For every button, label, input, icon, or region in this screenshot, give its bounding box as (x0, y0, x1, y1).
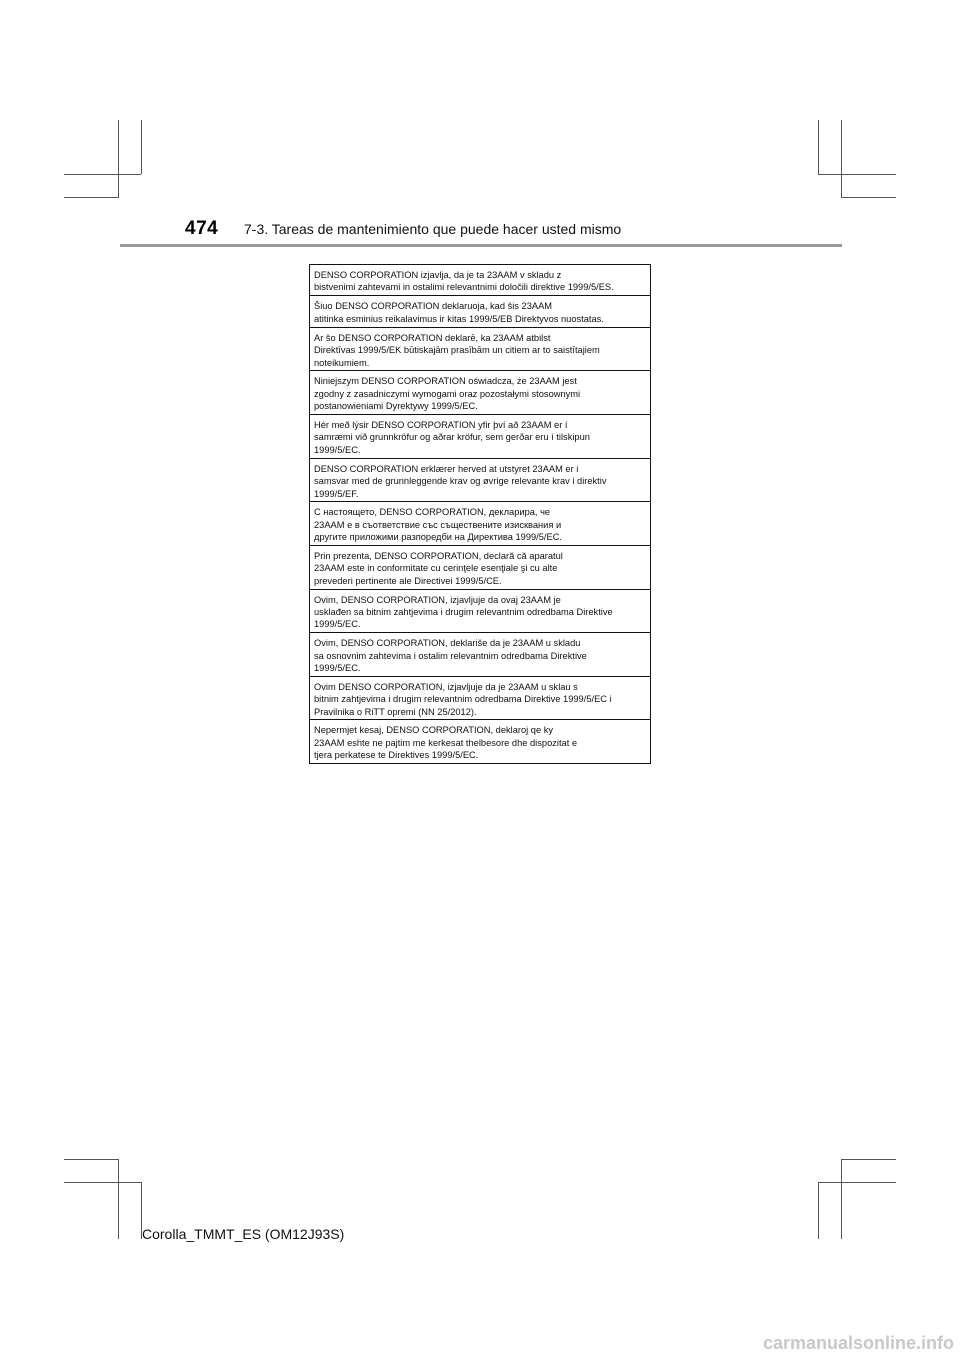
declaration-bosnian: Ovim, DENSO CORPORATION, izjavljuje da ovaj 23AAM je usklađen sa bitnim zahtjevima i drugim relevantnim odredbama Direktive 1999/5/EC. (310, 590, 650, 634)
declaration-croatian: Ovim DENSO CORPORATION, izjavljuje da je 23AAM u sklau s bitnim zahtjevima i drugim relevantnim odredbama Direktive 1999/5/EC i Pravilnika o RiTT opremi (NN 25/2012). (310, 677, 650, 721)
declaration-lithuanian: Šiuo DENSO CORPORATION deklaruoja, kad šis 23AAM atitinka esminius reikalavimus ir kitas 1999/5/EB Direktyvos nuostatas. (310, 296, 650, 327)
header-divider (120, 244, 842, 247)
declaration-albanian: Nepermjet kesaj, DENSO CORPORATION, deklaroj qe ky 23AAM eshte ne pajtim me kerkesat thelbesore dhe dispozitat e tjera perkatese te Direktives 1999/5/EC. (314, 725, 578, 761)
declaration-norwegian: DENSO CORPORATION erklærer herved at utstyret 23AAM er i samsvar med de grunnleggende krav og øvrige relevante krav i direktiv 1999/5/EF. (310, 459, 650, 503)
declaration-polish: Niniejszym DENSO CORPORATION oświadcza, że 23AAM jest zgodny z zasadniczymi wymogami oraz pozostałymi stosownymi postanowieniami Dyrektywy 1999/5/EC. (310, 371, 650, 415)
declaration-serbian: Ovim, DENSO CORPORATION, deklariše da je 23AAM u skladu sa osnovnim zahtevima i ostalim relevantnim odredbama Direktive 1999/5/EC. (310, 633, 650, 677)
declaration-icelandic: Hér með lýsir DENSO CORPORATION yfir því að 23AAM er í samræmi við grunnkröfur og aðrar kröfur, sem gerðar eru í tilskipun 1999/5/EC. (310, 415, 650, 459)
declaration-slovenian: DENSO CORPORATION izjavlja, da je ta 23AAM v skladu z bistvenimi zahtevami in ostalimi relevantnimi določili direktive 1999/5/ES. (310, 265, 650, 296)
watermark: carmanualsonline.info (762, 1333, 954, 1353)
declaration-romanian: Prin prezenta, DENSO CORPORATION, declară că aparatul 23AAM este in conformitate cu cerinţele esenţiale şi cu alte prevederi pertinente ale Directivei 1999/5/CE. (310, 546, 650, 590)
page-number: 474 (185, 218, 219, 239)
manual-code: Corolla_TMMT_ES (OM12J93S) (142, 1226, 345, 1242)
declaration-bulgarian: С настоящето, DENSO CORPORATION, декларира, че 23AAM е в съответствие със съществените изисквания и другите приложими разпоредби на Директива 1999/5/EC. (310, 502, 650, 546)
section-title: 7-3. Tareas de mantenimiento que puede hacer usted mismo (244, 221, 622, 237)
declarations-table (309, 264, 651, 764)
declaration-latvian: Ar šo DENSO CORPORATION deklarē, ka 23AAM atbilst Direktīvas 1999/5/EK būtiskajām prasībām un citiem ar to saistītajiem noteikumiem. (310, 328, 650, 372)
